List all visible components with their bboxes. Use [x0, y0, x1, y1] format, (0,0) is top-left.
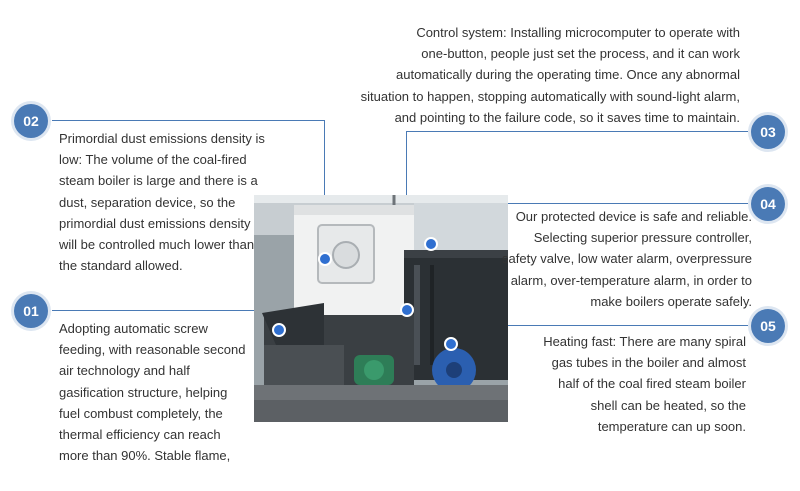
feature-text-line: and pointing to the failure code, so it saves time to maintain. [394, 109, 740, 125]
feature-text-line: steam boiler is large and there is a [59, 173, 258, 189]
feature-text-line: half of the coal fired steam boiler [558, 376, 746, 392]
feature-text-line: fuel combust completely, the [59, 405, 223, 421]
feature-text-line: shell can be heated, so the [590, 397, 746, 413]
feature-text-05 [530, 331, 746, 437]
feature-badge-03: 03 [751, 115, 785, 149]
hotspot-dot-01[interactable] [272, 323, 286, 337]
feature-text-line: safety valve, low water alarm, overpressure [502, 251, 752, 267]
hotspot-dot-03[interactable] [400, 303, 414, 317]
feature-text-line: gas tubes in the boiler and almost [551, 355, 746, 371]
feature-text-04 [500, 206, 752, 312]
feature-text-line: Control system: Installing microcomputer to operate with [416, 25, 740, 40]
feature-text-line: the standard allowed. [59, 258, 183, 274]
feature-badge-04: 04 [751, 187, 785, 221]
feature-text-line: gasification structure, helping [59, 384, 228, 400]
feature-text-line: temperature can up soon. [597, 418, 746, 434]
feature-text-line: feeding, with reasonable second [59, 342, 246, 358]
feature-text-line: Heating fast: There are many spiral [543, 334, 746, 349]
callout-line-02 [52, 120, 324, 121]
feature-badge-05: 05 [751, 309, 785, 343]
callout-line-03 [406, 131, 748, 132]
feature-text-01 [59, 318, 259, 466]
feature-text-line: automatically during the operating time. Once any abnormal [396, 67, 740, 83]
feature-text-line: make boilers operate safely. [590, 293, 752, 309]
feature-text-line: air technology and half [59, 363, 190, 379]
feature-text-03 [350, 22, 740, 128]
feature-text-line: thermal efficiency can reach [59, 427, 221, 443]
feature-text-line: dust, separation device, so the [59, 194, 236, 210]
feature-badge-02: 02 [14, 104, 48, 138]
feature-text-line: low: The volume of the coal-fired [59, 152, 247, 168]
feature-text-02 [59, 128, 279, 276]
feature-text-line: situation to happen, stopping automatically with sound-light alarm, [360, 88, 740, 104]
feature-badge-01: 01 [14, 294, 48, 328]
feature-text-line: Primordial dust emissions density is [59, 131, 265, 146]
hotspot-dot-02[interactable] [318, 252, 332, 266]
feature-text-line: will be controlled much lower than [59, 237, 255, 253]
boiler-photo [254, 195, 508, 422]
callout-line-01 [52, 310, 278, 311]
hotspot-dot-04[interactable] [424, 237, 438, 251]
feature-text-line: more than 90%. Stable flame, [59, 448, 231, 464]
feature-text-line: primordial dust emissions density [59, 215, 251, 231]
feature-text-line: Adopting automatic screw [59, 321, 208, 336]
feature-text-line: alarm, over-temperature alarm, in order to [510, 272, 752, 288]
hotspot-dot-05[interactable] [444, 337, 458, 351]
feature-text-line: Our protected device is safe and reliable. [515, 209, 752, 224]
feature-text-line: one-button, people just set the process, and it can work [421, 46, 740, 62]
feature-text-line: Selecting superior pressure controller, [533, 230, 752, 246]
